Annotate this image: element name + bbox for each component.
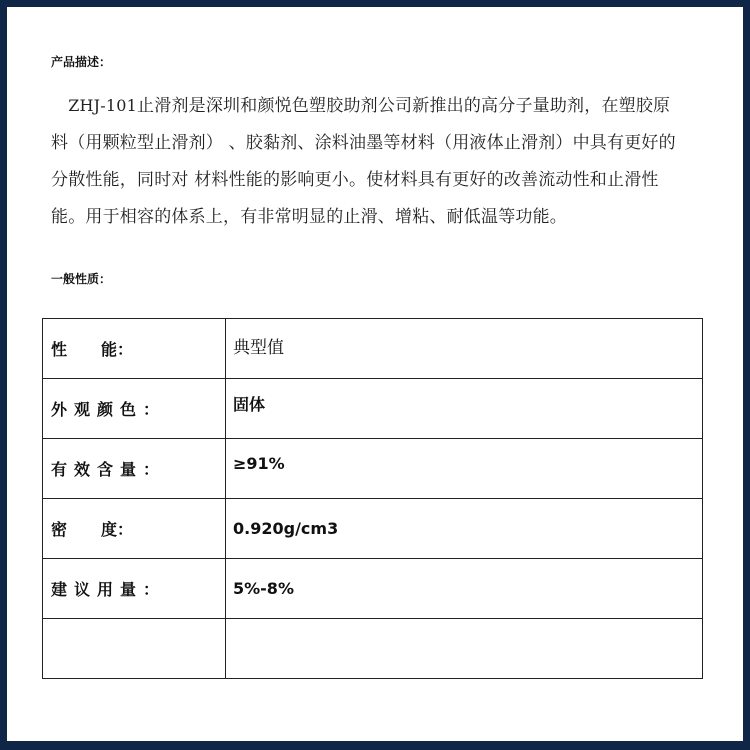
table-row [43, 499, 703, 559]
description-text [51, 87, 681, 236]
table-row [43, 619, 703, 679]
row-label-empty [43, 619, 226, 679]
document-page [7, 7, 743, 741]
description-heading: 产品描述： [51, 55, 112, 69]
row-label-dosage: 建议用量： [43, 559, 226, 619]
table-header-value [226, 319, 703, 379]
table-header-row [43, 319, 703, 379]
properties-heading: 一般性质： [51, 272, 112, 286]
row-value-dosage: 5%-8% [226, 559, 703, 619]
row-label-content: 有效含量： [43, 439, 226, 499]
density-label-right: 度： [101, 520, 134, 539]
header-value-text: 典型值 [233, 338, 284, 358]
product-code: ZHJ-101 [68, 96, 138, 115]
row-label-density [43, 499, 226, 559]
table-header-label [43, 319, 226, 379]
header-label-right: 能： [101, 340, 134, 359]
row-value-empty [226, 619, 703, 679]
properties-table [42, 318, 703, 679]
row-value-appearance [226, 379, 703, 439]
header-label-left: 性 [51, 340, 68, 359]
row-label-appearance: 外观颜色： [43, 379, 226, 439]
content-value-text: ≥91% [233, 454, 285, 473]
row-value-density: 0.920g/cm3 [226, 499, 703, 559]
description-body: 止滑剂是深圳和颜悦色塑胶助剂公司新推出的高分子量助剂，在塑胶原料（用颗粒型止滑剂） 、胶黏剂、涂料油墨等材料（用液体止滑剂）中具有更好的分散性能，同时对 材料性能的影响更小。使材料具有更好的改善流动性和止滑性能。用于相容的体系上，有非常明显的止滑、增粘、耐低温等功能。 [51, 96, 676, 227]
density-label-left: 密 [51, 520, 68, 539]
table-row [43, 379, 703, 439]
table-row [43, 559, 703, 619]
row-value-content [226, 439, 703, 499]
table-row [43, 439, 703, 499]
appearance-value-text: 固体 [233, 395, 266, 414]
